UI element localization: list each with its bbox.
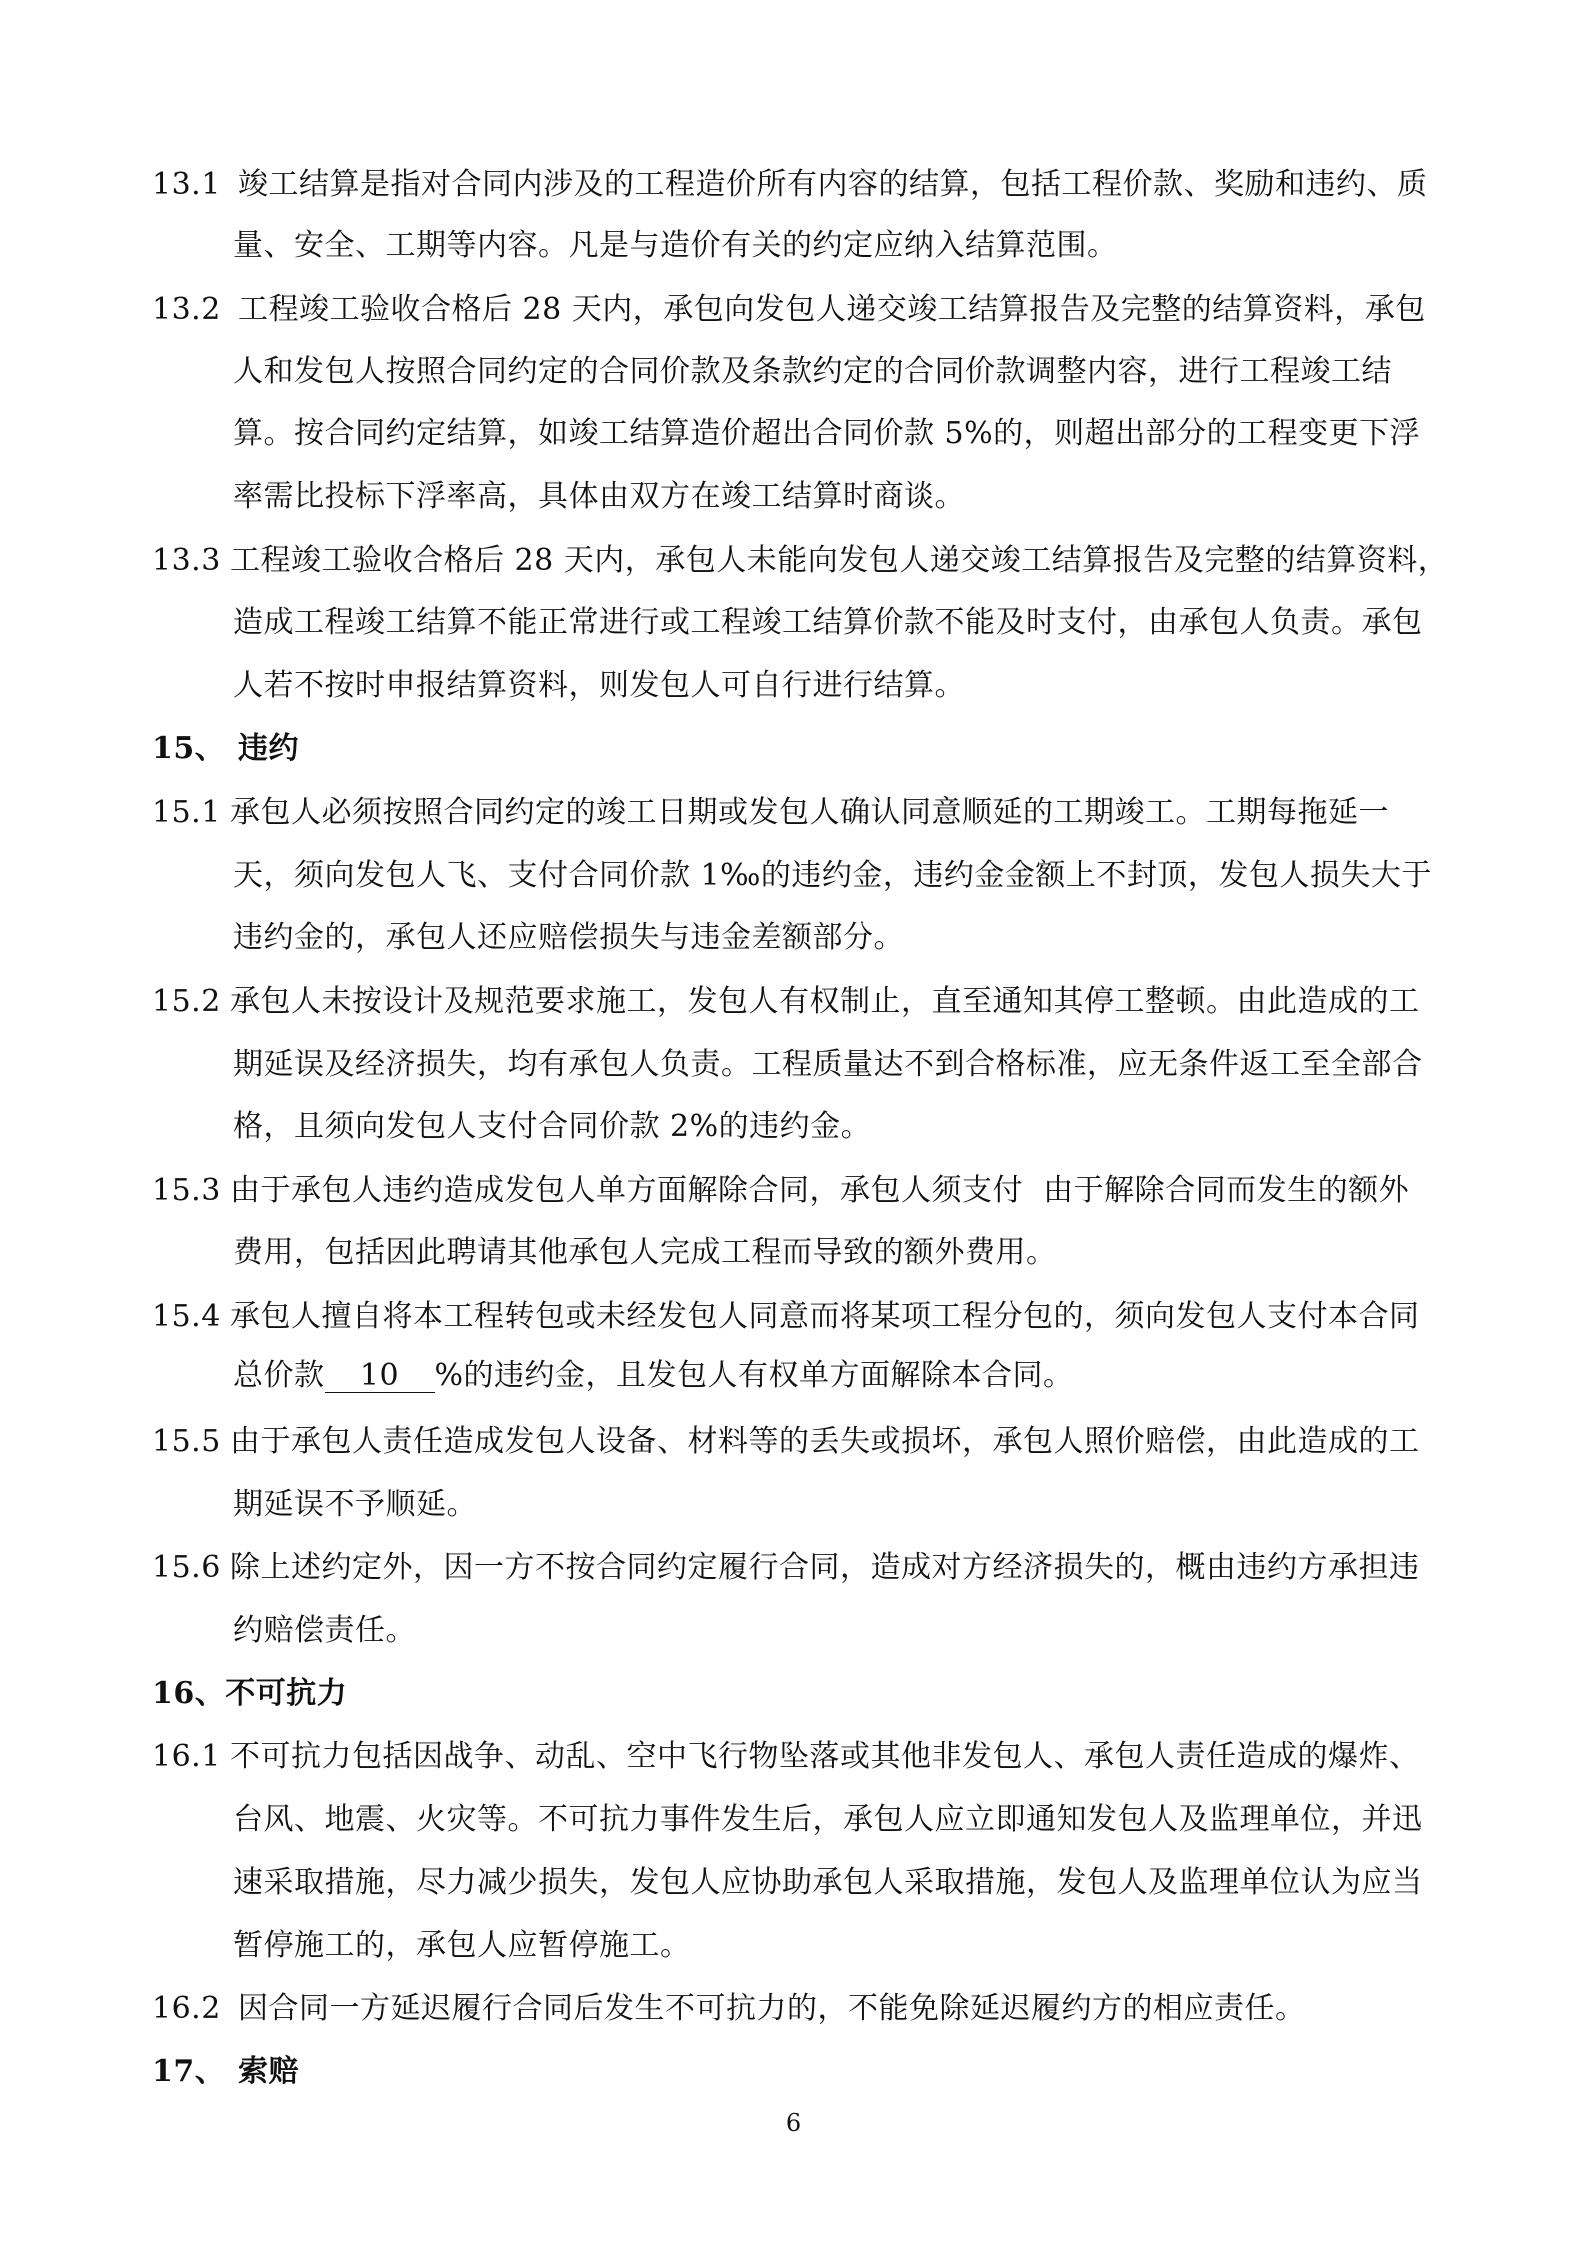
- clause-number: 15.6: [152, 1550, 221, 1585]
- clause-16-1-line-2: 台风、地震、火灾等。不可抗力事件发生后，承包人应立即通知发包人及监理单位，并迅: [233, 1802, 1423, 1837]
- clause-15-4-line-2: 总价款 10 %的违约金，且发包人有权单方面解除本合同。: [233, 1358, 1074, 1393]
- clause-number: 13.2: [152, 292, 221, 327]
- clause-15-5-line-2: 期延误不予顺延。: [233, 1487, 477, 1522]
- clause-15-1-line-3: 违约金的，承包人还应赔偿损失与违金差额部分。: [233, 920, 904, 955]
- clause-15-5-line-1: 15.5 由于承包人责任造成发包人设备、材料等的丢失或损坏，承包人照价赔偿，由此造成的工: [152, 1422, 1420, 1462]
- clause-15-3-line-2: 费用，包括因此聘请其他承包人完成工程而导致的额外费用。: [233, 1235, 1057, 1270]
- clause-number: 15.1: [152, 795, 221, 830]
- clause-13-1-line-1: 13.1 竣工结算是指对合同内涉及的工程造价所有内容的结算，包括工程价款、奖励和违约、质: [152, 165, 1428, 205]
- clause-15-4-line-1: 15.4 承包人擅自将本工程转包或未经发包人同意而将某项工程分包的，须向发包人支付本合同: [152, 1297, 1420, 1337]
- clause-number: 13.3: [152, 543, 221, 578]
- clause-16-1-line-4: 暂停施工的，承包人应暂停施工。: [233, 1928, 691, 1963]
- clause-13-3-line-3: 人若不按时申报结算资料，则发包人可自行进行结算。: [233, 668, 965, 703]
- clause-number: 16.1: [152, 1739, 221, 1774]
- clause-15-3-line-1: 15.3 由于承包人违约造成发包人单方面解除合同，承包人须支付 由于解除合同而发生的额外: [152, 1171, 1409, 1211]
- section-heading-17: 17、 索赔: [152, 2054, 299, 2089]
- clause-13-2-line-3: 算。按合同约定结算，如竣工结算造价超出合同价款 5%的，则超出部分的工程变更下浮: [233, 416, 1421, 451]
- clause-15-6-line-2: 约赔偿责任。: [233, 1613, 416, 1648]
- clause-13-2-line-1: 13.2 工程竣工验收合格后 28 天内，承包向发包人递交竣工结算报告及完整的结算资料，承包: [152, 290, 1426, 330]
- section-heading-16: 16、不可抗力: [152, 1676, 348, 1711]
- clause-15-2-line-1: 15.2 承包人未按设计及规范要求施工，发包人有权制止，直至通知其停工整顿。由此造成的工: [152, 982, 1420, 1022]
- clause-15-6-line-1: 15.6 除上述约定外，因一方不按合同约定履行合同，造成对方经济损失的，概由违约方承担违: [152, 1548, 1420, 1588]
- clause-number: 15.4: [152, 1299, 221, 1334]
- clause-16-1-line-3: 速采取措施，尽力减少损失，发包人应协助承包人采取措施，发包人及监理单位认为应当: [233, 1865, 1423, 1900]
- clause-15-1-line-2: 天，须向发包人飞、支付合同价款 1‰的违约金，违约金金额上不封顶，发包人损失大于: [233, 858, 1432, 893]
- clause-15-1-line-1: 15.1 承包人必须按照合同约定的竣工日期或发包人确认同意顺延的工期竣工。工期每拖延一: [152, 793, 1389, 833]
- section-heading-15: 15、 违约: [152, 731, 299, 766]
- clause-16-2-line-1: 16.2 因合同一方延迟履行合同后发生不可抗力的，不能免除延迟履约方的相应责任。: [152, 1989, 1306, 2029]
- clause-13-3-line-2: 造成工程竣工结算不能正常进行或工程竣工结算价款不能及时支付，由承包人负责。承包: [233, 605, 1423, 640]
- penalty-percent-blank: 10: [325, 1360, 435, 1393]
- page-number: 6: [785, 2109, 802, 2137]
- clause-13-3-line-1: 13.3 工程竣工验收合格后 28 天内，承包人未能向发包人递交竣工结算报告及完整的结算资料，: [152, 541, 1448, 581]
- clause-number: 15.5: [152, 1424, 221, 1459]
- clause-15-2-line-3: 格，且须向发包人支付合同价款 2%的违约金。: [233, 1109, 872, 1144]
- clause-13-2-line-2: 人和发包人按照合同约定的合同价款及条款约定的合同价款调整内容，进行工程竣工结: [233, 354, 1392, 389]
- clause-number: 15.3: [152, 1173, 221, 1208]
- clause-16-1-line-1: 16.1 不可抗力包括因战争、动乱、空中飞行物坠落或其他非发包人、承包人责任造成的爆炸、: [152, 1737, 1420, 1777]
- clause-number: 15.2: [152, 984, 221, 1019]
- clause-number: 16.2: [152, 1991, 221, 2026]
- clause-15-2-line-2: 期延误及经济损失，均有承包人负责。工程质量达不到合格标准，应无条件返工至全部合: [233, 1047, 1423, 1082]
- clause-13-1-line-2: 量、安全、工期等内容。凡是与造价有关的约定应纳入结算范围。: [233, 228, 1118, 263]
- clause-number: 13.1: [152, 167, 221, 202]
- clause-13-2-line-4: 率需比投标下浮率高，具体由双方在竣工结算时商谈。: [233, 479, 965, 514]
